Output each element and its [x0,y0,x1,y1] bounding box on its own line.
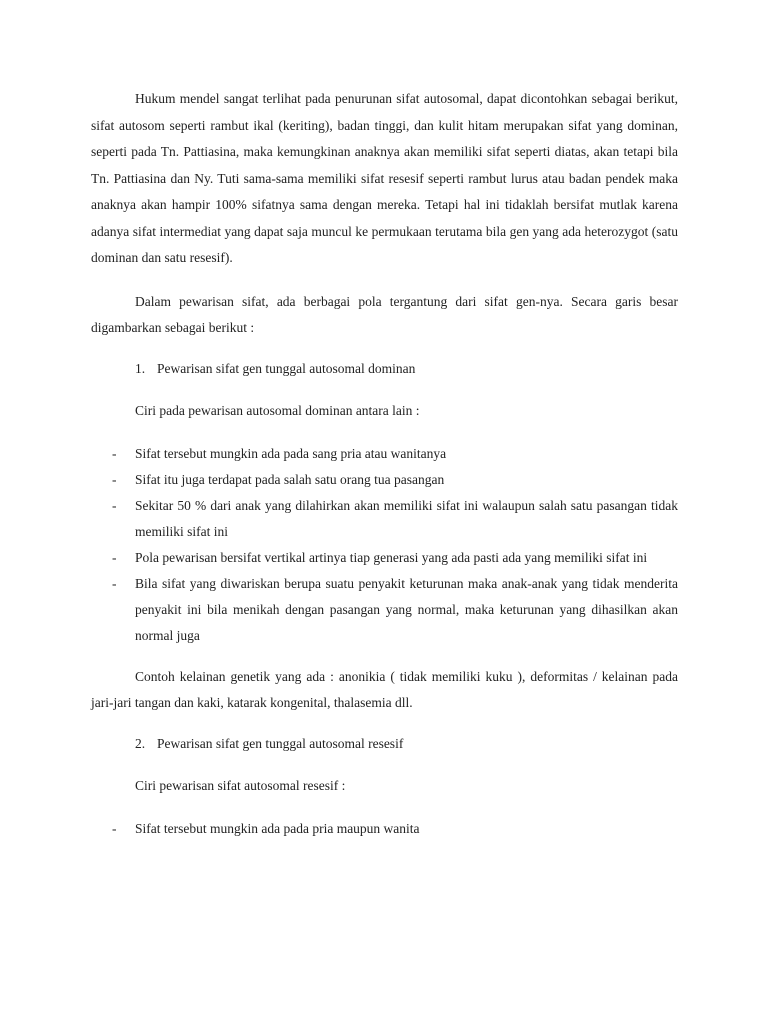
section-1-list [91,441,678,649]
paragraph-genetic-examples: Contoh kelainan genetik yang ada : anonikia ( tidak memiliki kuku ), deformitas / kelainan pada jari-jari tangan dan kaki, katarak kongenital, thalasemia dll. [91,668,678,710]
section-2-heading [91,731,678,758]
paragraph-inheritance-patterns: Dalam pewarisan sifat, ada berbagai pola tergantung dari sifat gen-nya. Secara garis besar digambarkan sebagai berikut : [91,293,678,335]
section-2-number: 2. [135,735,146,751]
section-2-list [91,816,678,842]
section-2-intro: Ciri pewarisan sifat autosomal resesif : [135,778,346,793]
dash-marker: - [112,497,117,513]
dash-marker: - [112,445,117,461]
list-item: - Sifat tersebut mungkin ada pada sang pria atau wanitanya [91,441,678,467]
document-page [91,86,678,842]
list-item: - Sekitar 50 % dari anak yang dilahirkan akan memiliki sifat ini walaupun salah satu pasangan tidak memiliki sifat ini [91,493,678,545]
list-item: - Sifat itu juga terdapat pada salah satu orang tua pasangan [91,467,678,493]
section-1-number: 1. [135,360,146,376]
dash-marker: - [112,549,117,565]
list-item: - Bila sifat yang diwariskan berupa suatu penyakit keturunan maka anak-anak yang tidak menderita penyakit ini bila menikah dengan pasangan yang normal, maka keturunan yang dihasilkan akan normal juga [91,571,678,649]
section-2-title: Pewarisan sifat gen tunggal autosomal resesif [157,735,404,751]
section-1-intro: Ciri pada pewarisan autosomal dominan antara lain : [135,403,420,418]
section-1-heading [91,356,678,383]
section-1-title: Pewarisan sifat gen tunggal autosomal dominan [157,360,416,376]
dash-marker: - [112,820,117,836]
list-item: - Pola pewarisan bersifat vertikal artinya tiap generasi yang ada pasti ada yang memiliki sifat ini [91,545,678,571]
paragraph-mendel-law: Hukum mendel sangat terlihat pada penurunan sifat autosomal, dapat dicontohkan sebagai berikut, sifat autosom seperti rambut ikal (keriting), badan tinggi, dan kulit hitam merupakan sifat yang dominan, seperti pada Tn. Pattiasina, maka kemungkinan anaknya akan memiliki sifat seperti diatas, akan tetapi bila Tn. Pattiasina dan Ny. Tuti sama-sama memiliki sifat resesif seperti rambut lurus atau badan pendek maka anaknya akan hampir 100% sifatnya sama dengan mereka. Tetapi hal ini tidaklah bersifat mutlak karena adanya sifat intermediat yang dapat saja muncul ke permukaan terutama bila gen yang ada heterozygot (satu dominan dan satu resesif). [91,91,678,265]
list-item: - Sifat tersebut mungkin ada pada pria maupun wanita [91,816,678,842]
dash-marker: - [112,471,117,487]
dash-marker: - [112,575,117,591]
